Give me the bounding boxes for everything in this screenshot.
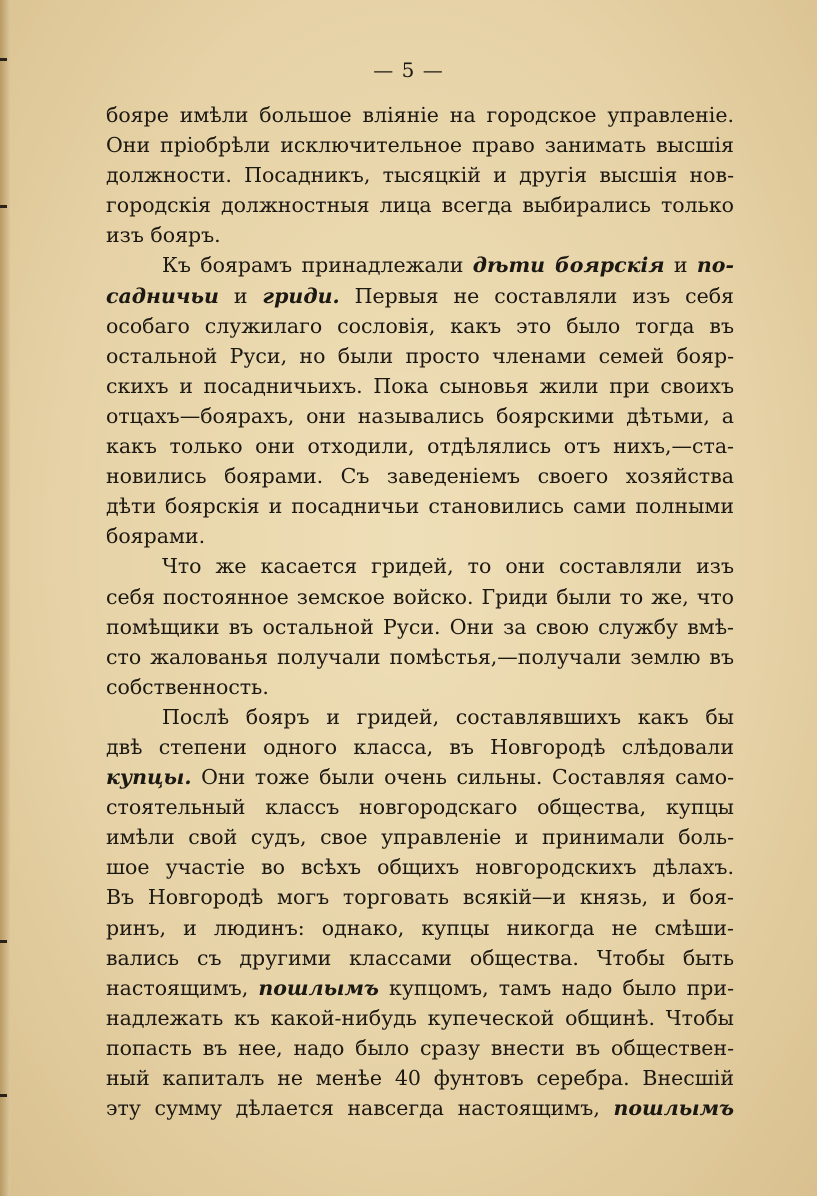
text-line bbox=[106, 612, 734, 642]
text-line bbox=[106, 672, 734, 702]
text-segment: остальной Руси, но были просто членами семей бояр- bbox=[106, 343, 734, 368]
text-segment: сто жалованья получали помѣстья,—получали землю въ bbox=[106, 644, 734, 669]
text-segment: имѣли свой судъ, свое управленіе и принимали боль- bbox=[106, 825, 734, 850]
text-segment: Что же касается гридей, то они составляли изъ bbox=[162, 554, 734, 579]
text-segment: отцахъ—боярахъ, они назывались боярскими дѣтьми, а bbox=[106, 403, 734, 428]
text-line bbox=[106, 461, 734, 491]
text-line bbox=[106, 913, 734, 943]
edge-mark bbox=[0, 940, 7, 943]
text-line bbox=[106, 1063, 734, 1093]
text-line bbox=[106, 1033, 734, 1063]
text-line bbox=[106, 431, 734, 461]
text-line bbox=[106, 762, 734, 792]
text-line bbox=[106, 1003, 734, 1033]
text-segment: Послѣ бояръ и гридей, составлявшихъ какъ бы bbox=[162, 704, 734, 729]
text-segment: городскія должностныя лица всегда выбирались только bbox=[106, 193, 734, 218]
text-line bbox=[106, 341, 734, 371]
text-segment: помѣщики въ остальной Руси. Они за свою службу вмѣ- bbox=[106, 614, 734, 639]
text-line bbox=[106, 973, 734, 1003]
page-number: — 5 — bbox=[373, 58, 444, 82]
text-segment: и bbox=[664, 253, 697, 278]
text-segment: попасть въ нее, надо было сразу внести въ обществен- bbox=[106, 1035, 734, 1060]
text-line bbox=[106, 160, 734, 190]
text-line bbox=[106, 401, 734, 431]
text-line bbox=[106, 100, 734, 130]
text-segment: шое участіе во всѣхъ общихъ новгородскихъ дѣлахъ. bbox=[106, 855, 734, 880]
text-segment: Они пріобрѣли исключительное право занимать высшія bbox=[106, 133, 734, 158]
text-line bbox=[106, 882, 734, 912]
text-segment: какъ только они отходили, отдѣлялись отъ нихъ,—ста- bbox=[106, 434, 734, 459]
text-segment: себя постоянное земское войско. Гриди были то же, что bbox=[106, 584, 734, 609]
text-segment: бояре имѣли большое вліяніе на городское управленіе. bbox=[106, 103, 734, 127]
text-line bbox=[106, 130, 734, 160]
emphasized-term: пошлымъ bbox=[613, 1096, 734, 1121]
text-segment: надлежать къ какой-нибудь купеческой общинѣ. Чтобы bbox=[106, 1005, 734, 1030]
text-segment: новились боярами. Съ заведеніемъ своего хозяйства bbox=[106, 464, 734, 489]
edge-mark bbox=[0, 205, 7, 208]
text-segment: должности. Посадникъ, тысяцкій и другія высшія нов- bbox=[106, 163, 734, 188]
text-segment: двѣ степени одного класса, въ Новгородѣ слѣдовали bbox=[106, 734, 734, 759]
text-segment: собственность. bbox=[106, 674, 269, 699]
text-segment: ринъ, и людинъ: однако, купцы никогда не смѣши- bbox=[106, 915, 734, 940]
emphasized-term: по- bbox=[696, 253, 734, 278]
text-segment: дѣти боярскія и посадничьи становились сами полными bbox=[106, 494, 734, 519]
text-line bbox=[106, 521, 734, 551]
text-line bbox=[106, 491, 734, 521]
text-line bbox=[106, 732, 734, 762]
text-segment: эту сумму дѣлается навсегда настоящимъ, bbox=[106, 1096, 614, 1121]
text-segment: вались съ другими классами общества. Чтобы быть bbox=[106, 945, 734, 970]
text-line bbox=[106, 551, 734, 581]
emphasized-term: гриди. bbox=[262, 283, 340, 308]
page-binding-edge bbox=[0, 0, 10, 1196]
text-segment: и bbox=[218, 283, 263, 308]
text-line bbox=[106, 642, 734, 672]
text-line bbox=[106, 311, 734, 341]
text-line bbox=[106, 190, 734, 220]
edge-mark bbox=[0, 1094, 7, 1097]
text-line bbox=[106, 281, 734, 311]
text-segment: стоятельный классъ новгородскаго общества, купцы bbox=[106, 795, 734, 820]
text-line bbox=[106, 220, 734, 250]
text-segment: скихъ и посадничьихъ. Пока сыновья жили при своихъ bbox=[106, 373, 734, 398]
text-segment: Къ боярамъ принадлежали bbox=[162, 253, 473, 278]
text-segment: Они тоже были очень сильны. Составляя само- bbox=[191, 765, 734, 790]
text-line bbox=[106, 371, 734, 401]
text-line bbox=[106, 943, 734, 973]
emphasized-term: пошлымъ bbox=[258, 975, 379, 1000]
emphasized-term: дѣти боярскія bbox=[472, 253, 665, 278]
text-line bbox=[106, 1093, 734, 1123]
emphasized-term: садничьи bbox=[106, 283, 219, 308]
text-line bbox=[106, 702, 734, 732]
body-text bbox=[106, 100, 734, 1123]
text-line bbox=[106, 582, 734, 612]
text-segment: изъ бояръ. bbox=[106, 223, 221, 248]
text-line bbox=[106, 792, 734, 822]
text-segment: Въ Новгородѣ могъ торговать всякій—и князь, и боя- bbox=[106, 885, 734, 910]
text-segment: боярами. bbox=[106, 524, 206, 549]
text-segment: купцомъ, тамъ надо было при- bbox=[378, 975, 734, 1000]
text-segment: особаго служилаго сословія, какъ это было тогда въ bbox=[106, 313, 734, 338]
text-segment: Первыя не составляли изъ себя bbox=[339, 283, 734, 308]
text-line bbox=[106, 822, 734, 852]
text-segment: ный капиталъ не менѣе 40 фунтовъ серебра. Внесшій bbox=[106, 1066, 734, 1090]
text-segment: настоящимъ, bbox=[106, 975, 259, 1000]
text-line bbox=[106, 250, 734, 280]
text-line bbox=[106, 852, 734, 882]
emphasized-term: купцы. bbox=[106, 765, 192, 790]
